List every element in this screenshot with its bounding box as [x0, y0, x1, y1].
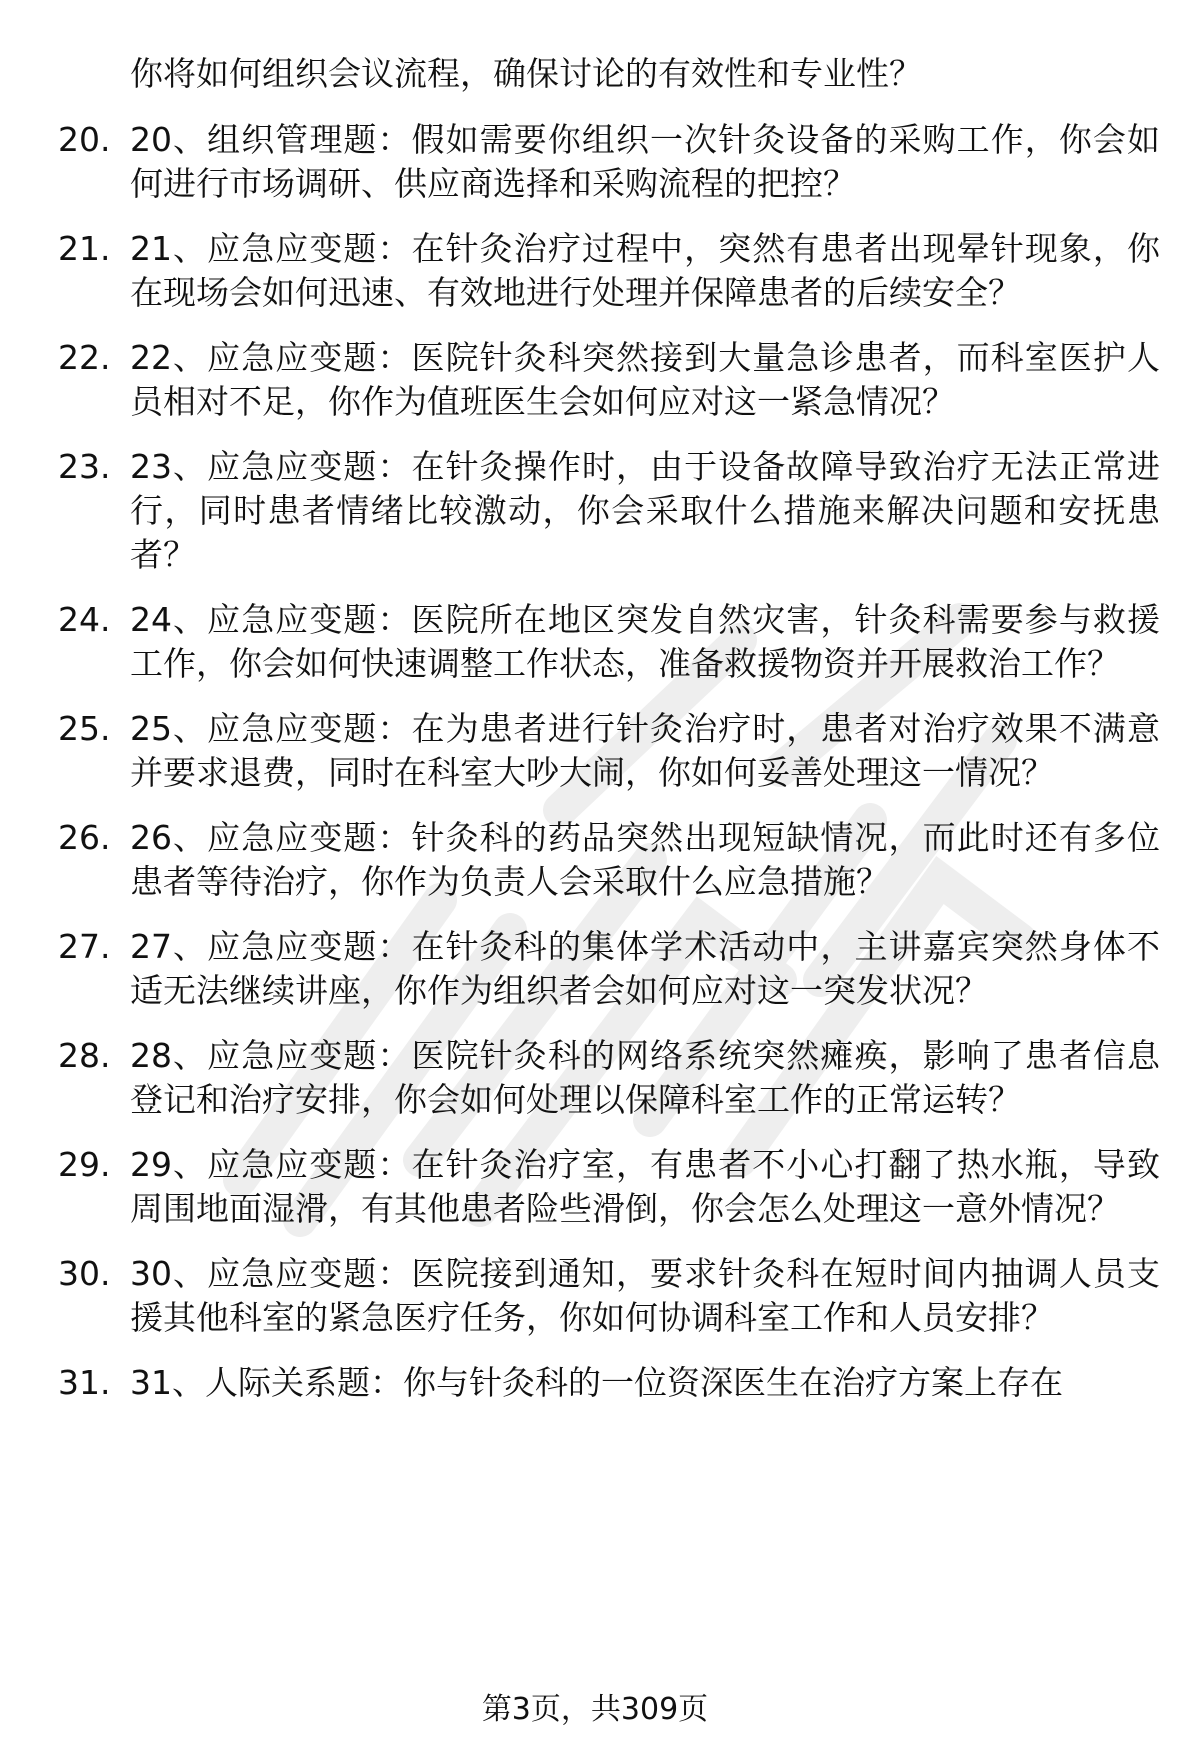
question-number: 30. [58, 1254, 111, 1293]
question-item [0, 1361, 1160, 1405]
question-text: 20、组织管理题：假如需要你组织一次针灸设备的采购工作，你会如何进行市场调研、供应商选择和采购流程的把控？ [130, 120, 1160, 203]
question-number: 23. [58, 447, 111, 486]
question-text: 22、应急应变题：医院针灸科突然接到大量急诊患者，而科室医护人员相对不足，你作为值班医生会如何应对这一紧急情况？ [130, 338, 1160, 421]
question-text: 26、应急应变题：针灸科的药品突然出现短缺情况，而此时还有多位患者等待治疗，你作为负责人会采取什么应急措施？ [130, 818, 1160, 901]
question-item [0, 925, 1160, 1013]
question-list [0, 118, 1190, 1426]
question-number: 20. [58, 120, 111, 159]
question-text: 25、应急应变题：在为患者进行针灸治疗时，患者对治疗效果不满意并要求退费，同时在科室大吵大闹，你如何妥善处理这一情况？ [130, 709, 1160, 792]
continuation-line: 你将如何组织会议流程，确保讨论的有效性和专业性？ [130, 54, 922, 93]
question-number: 22. [58, 338, 111, 377]
question-item [0, 816, 1160, 904]
question-item [0, 1034, 1160, 1122]
question-item [0, 445, 1160, 577]
question-number: 27. [58, 927, 111, 966]
question-text: 29、应急应变题：在针灸治疗室，有患者不小心打翻了热水瓶，导致周围地面湿滑，有其他患者险些滑倒，你会怎么处理这一意外情况？ [130, 1145, 1160, 1228]
question-text: 27、应急应变题：在针灸科的集体学术活动中，主讲嘉宾突然身体不适无法继续讲座，你作为组织者会如何应对这一突发状况？ [130, 927, 1160, 1010]
question-item [0, 227, 1160, 315]
question-item [0, 336, 1160, 424]
question-text: 30、应急应变题：医院接到通知，要求针灸科在短时间内抽调人员支援其他科室的紧急医疗任务，你如何协调科室工作和人员安排？ [130, 1254, 1160, 1337]
question-number: 21. [58, 229, 111, 268]
question-number: 25. [58, 709, 111, 748]
question-text: 28、应急应变题：医院针灸科的网络系统突然瘫痪，影响了患者信息登记和治疗安排，你会如何处理以保障科室工作的正常运转？ [130, 1036, 1160, 1119]
question-text: 31、人际关系题：你与针灸科的一位资深医生在治疗方案上存在 [130, 1363, 1063, 1402]
question-text: 24、应急应变题：医院所在地区突发自然灾害，针灸科需要参与救援工作，你会如何快速调整工作状态，准备救援物资并开展救治工作？ [130, 600, 1160, 683]
question-item [0, 1143, 1160, 1231]
question-number: 29. [58, 1145, 111, 1184]
question-number: 28. [58, 1036, 111, 1075]
question-text: 23、应急应变题：在针灸操作时，由于设备故障导致治疗无法正常进行，同时患者情绪比较激动，你会采取什么措施来解决问题和安抚患者？ [130, 447, 1160, 574]
question-item [0, 598, 1160, 686]
question-number: 26. [58, 818, 111, 857]
question-number: 24. [58, 600, 111, 639]
page-footer: 第3页，共309页 [481, 1692, 709, 1727]
question-item [0, 707, 1160, 795]
question-text: 21、应急应变题：在针灸治疗过程中，突然有患者出现晕针现象，你在现场会如何迅速、有效地进行处理并保障患者的后续安全？ [130, 229, 1160, 312]
question-number: 31. [58, 1363, 111, 1402]
question-item [0, 1252, 1160, 1340]
question-item [0, 118, 1160, 206]
